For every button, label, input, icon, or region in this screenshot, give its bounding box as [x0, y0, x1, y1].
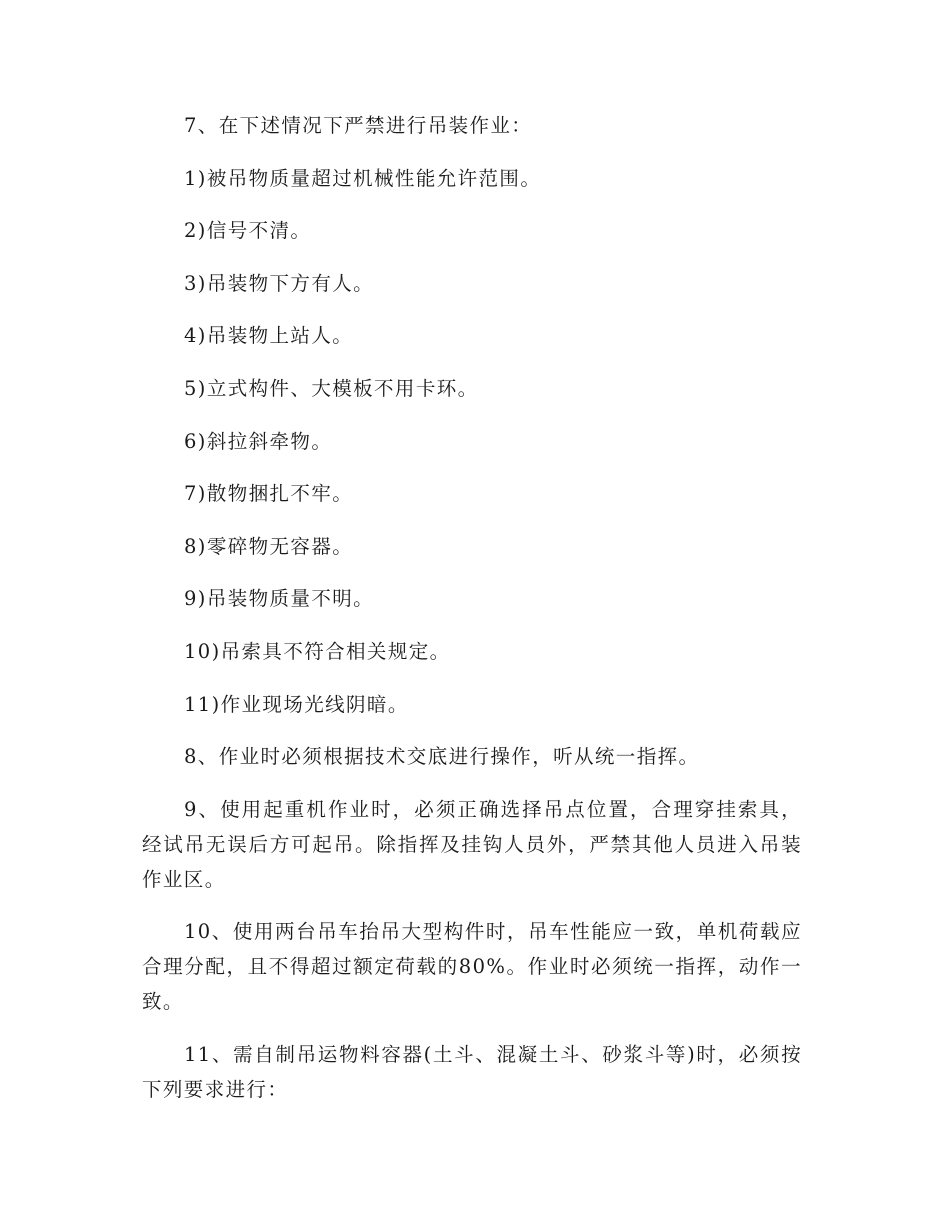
- paragraph-item-7: 7、在下述情况下严禁进行吊装作业：: [184, 114, 533, 137]
- list-item-9: 9)吊装物质量不明。: [184, 587, 375, 611]
- list-item-6: 6)斜拉斜牵物。: [184, 429, 333, 453]
- list-item-1: 1)被吊物质量超过机械性能允许范围。: [184, 166, 542, 190]
- paragraph-item-9: 9、使用起重机作业时，必须正确选择吊点位置，合理穿挂索具，经试吊无误后方可起吊。除指挥及挂钩人员外，严禁其他人员进入吊装作业区。: [142, 797, 802, 891]
- list-item-7: 7)散物捆扎不牢。: [184, 482, 354, 506]
- document-body: [142, 108, 802, 1125]
- paragraph-item-10: 10、使用两台吊车抬吊大型构件时，吊车性能应一致，单机荷载应合理分配，且不得超过额定荷载的80%。作业时必须统一指挥，动作一致。: [142, 920, 802, 1014]
- paragraph-item-11: 11、需自制吊运物料容器(土斗、混凝土斗、砂浆斗等)时，必须按下列要求进行：: [142, 1042, 802, 1101]
- list-item-4: 4)吊装物上站人。: [184, 324, 354, 348]
- list-item-3: 3)吊装物下方有人。: [184, 271, 375, 295]
- list-item-8: 8)零碎物无容器。: [184, 534, 354, 558]
- list-item-10: 10)吊索具不符合相关规定。: [184, 639, 451, 663]
- list-item-11: 11)作业现场光线阴暗。: [184, 692, 409, 716]
- paragraph-item-8: 8、作业时必须根据技术交底进行操作，听从统一指挥。: [184, 745, 700, 769]
- list-item-2: 2)信号不清。: [184, 219, 312, 243]
- list-item-5: 5)立式构件、大模板不用卡环。: [184, 376, 479, 400]
